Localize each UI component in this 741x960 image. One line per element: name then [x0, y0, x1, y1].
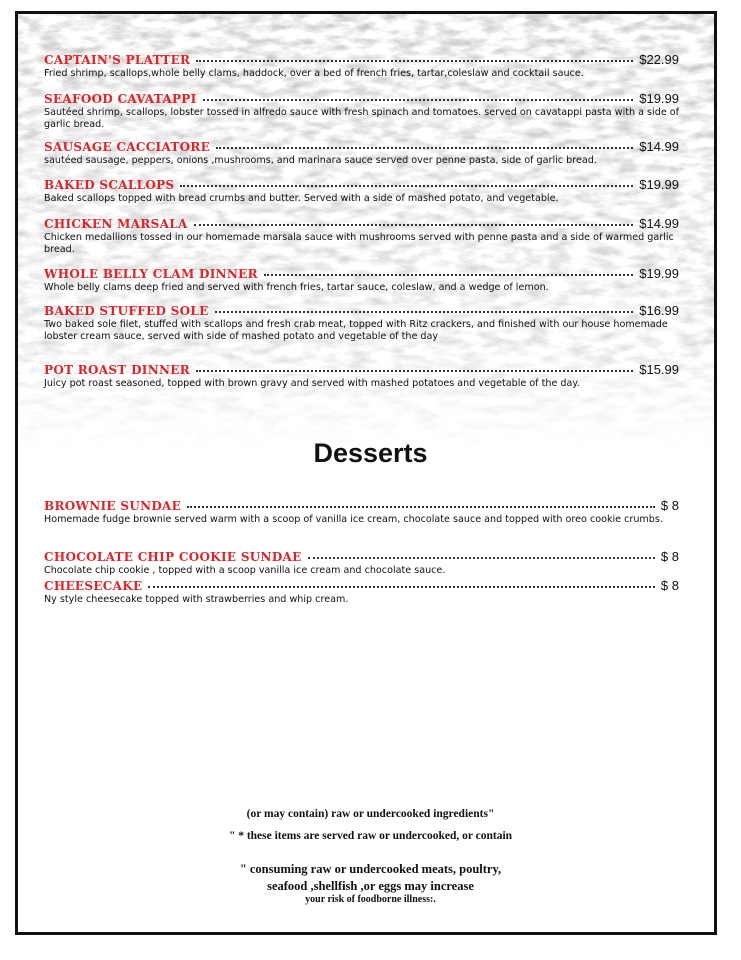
menu-item-name: BAKED STUFFED SOLE: [44, 304, 209, 318]
menu-item-description: Chocolate chip cookie , topped with a scoop vanilla ice cream and chocolate sauce.: [44, 565, 446, 576]
dot-leader: [216, 139, 633, 149]
menu-item: [44, 549, 679, 577]
dot-leader: [194, 216, 634, 226]
menu-item-price: $14.99: [639, 216, 679, 231]
menu-item-description: sautéed sausage, peppers, onions ,mushrooms, and marinara sauce served over penne pasta, side of garlic bread.: [44, 155, 597, 166]
menu-item-description: Chicken medallions tossed in our homemade marsala sauce with mushrooms served with penne pasta and a side of warmed garlic bread.: [44, 232, 674, 255]
menu-item: [44, 177, 679, 205]
menu-item-price: $19.99: [639, 91, 679, 106]
notice-line-2: " * these items are served raw or undercooked, or contain: [228, 830, 513, 842]
menu-item-description: Homemade fudge brownie served warm with a scoop of vanilla ice cream, chocolate sauce and topped with oreo cookie crumbs.: [44, 514, 663, 525]
menu-item-description: Two baked sole filet, stuffed with scallops and fresh crab meat, topped with Ritz crackers, and finished with our house homemade lobster cream sauce, served with side of mashed potato and vegetable of the day: [44, 319, 668, 342]
menu-item-description: Baked scallops topped with bread crumbs and butter. Served with a side of mashed potato, and vegetable.: [44, 193, 559, 204]
notice-line-4: seafood ,shellfish ,or eggs may increase: [267, 879, 474, 893]
menu-item-description: Ny style cheesecake topped with strawberries and whip cream.: [44, 594, 349, 605]
menu-item: [44, 91, 679, 131]
dot-leader: [148, 578, 654, 588]
menu-item: [44, 266, 679, 294]
menu-item: [44, 139, 679, 167]
menu-item-row: [44, 362, 679, 377]
menu-item-price: $ 8: [660, 498, 679, 513]
dot-leader: [215, 303, 634, 313]
menu-item: [44, 578, 679, 606]
dot-leader: [196, 52, 633, 62]
menu-item: [44, 52, 679, 80]
menu-item-row: [44, 177, 679, 192]
menu-item-name: BAKED SCALLOPS: [44, 178, 175, 192]
menu-item-description: Sautéed shrimp, scallops, lobster tossed in alfredo sauce with fresh spinach and tomatoes. served on cavatappi pasta with a side of garlic bread.: [44, 107, 680, 130]
menu-item-price: $15.99: [639, 362, 679, 377]
notice-line-3: " consuming raw or undercooked meats, poultry,: [239, 862, 502, 876]
menu-item-row: [44, 91, 679, 106]
dot-leader: [196, 362, 633, 372]
menu-item-name: POT ROAST DINNER: [44, 363, 190, 377]
menu-item-name: WHOLE BELLY CLAM DINNER: [44, 267, 258, 281]
dot-leader: [264, 266, 633, 276]
menu-item-row: [44, 303, 679, 318]
menu-item-row: [44, 139, 679, 154]
menu-item-name: BROWNIE SUNDAE: [44, 499, 182, 513]
menu-item-row: [44, 266, 679, 281]
menu-item-price: $ 8: [660, 578, 679, 593]
dot-leader: [187, 498, 655, 508]
menu-item-price: $ 8: [660, 549, 679, 564]
menu-item-description: Fried shrimp, scallops,whole belly clams, haddock, over a bed of french fries, tartar,coleslaw and cocktail sauce.: [44, 68, 584, 79]
menu-item-name: SEAFOOD CAVATAPPI: [44, 92, 197, 106]
notice-line-5: your risk of foodborne illness:.: [305, 894, 436, 905]
menu-item-row: [44, 549, 679, 564]
menu-item-price: $19.99: [639, 177, 679, 192]
menu-item-name: CAPTAIN'S PLATTER: [44, 53, 191, 67]
notice-line-1: (or may contain) raw or undercooked ingredients": [246, 808, 495, 820]
menu-item-price: $19.99: [639, 266, 679, 281]
dot-leader: [203, 91, 634, 101]
menu-item: [44, 216, 679, 256]
menu-item-price: $14.99: [639, 139, 679, 154]
desserts-heading: Desserts: [313, 438, 428, 468]
menu-item-name: CHOCOLATE CHIP COOKIE SUNDAE: [44, 550, 302, 564]
menu-item-name: CHICKEN MARSALA: [44, 217, 188, 231]
menu-item-name: SAUSAGE CACCIATORE: [44, 140, 211, 154]
menu-item-description: Whole belly clams deep fried and served with french fries, tartar sauce, coleslaw, and a wedge of lemon.: [44, 282, 549, 293]
menu-item-row: [44, 216, 679, 231]
menu-item-row: [44, 52, 679, 67]
menu-item-description: Juicy pot roast seasoned, topped with brown gravy and served with mashed potatoes and vegetable of the day.: [44, 378, 580, 389]
menu-item: [44, 303, 679, 343]
dot-leader: [308, 549, 655, 559]
menu-item-row: [44, 498, 679, 513]
menu-item-price: $16.99: [639, 303, 679, 318]
dot-leader: [180, 177, 633, 187]
menu-item: [44, 362, 679, 390]
menu-item-row: [44, 578, 679, 593]
menu-item: [44, 498, 679, 526]
menu-item-name: CHEESECAKE: [44, 579, 143, 593]
menu-item-price: $22.99: [639, 52, 679, 67]
